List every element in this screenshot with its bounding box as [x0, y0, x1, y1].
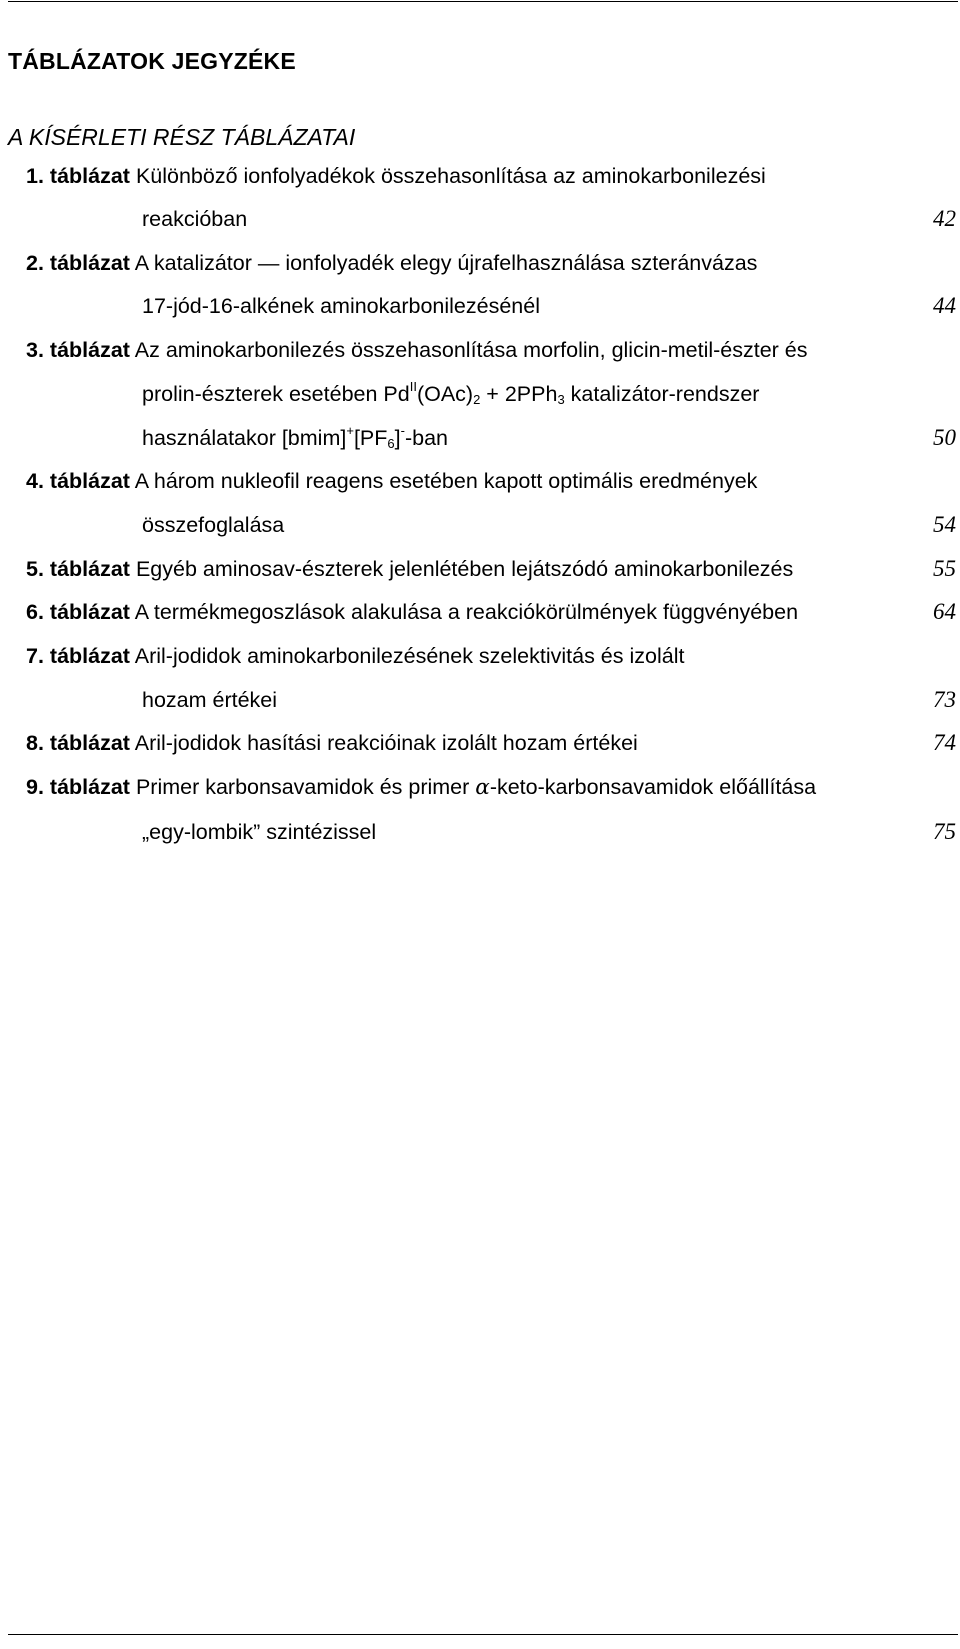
- caption-text: + 2PPh: [480, 382, 558, 406]
- caption-text: katalizátor-rendszer: [564, 382, 760, 406]
- entry-line-1: [26, 556, 793, 582]
- entry-caption-continued: hozam értékei: [142, 688, 278, 712]
- entry-page-number: 50: [933, 425, 956, 450]
- entry-line-1: [26, 730, 638, 756]
- entry-line-1: [26, 599, 798, 625]
- entry-caption: Aril-jodidok aminokarbonilezésének szelektivitás és izolált: [134, 644, 685, 668]
- subscript: 2: [473, 392, 481, 407]
- entry-caption-line-3: [142, 425, 448, 451]
- entry-label: 7. táblázat: [26, 644, 130, 668]
- entry-caption-continued: reakcióban: [142, 207, 248, 231]
- entry-page-number: 74: [933, 730, 956, 755]
- caption-text: -ban: [404, 426, 448, 450]
- entry-page-number: 54: [933, 512, 956, 537]
- entry-label: 5. táblázat: [26, 557, 130, 581]
- entry-label: 6. táblázat: [26, 600, 130, 624]
- entry-page-number: 75: [933, 819, 956, 844]
- entry-label: 2. táblázat: [26, 251, 130, 275]
- entry-caption: Különböző ionfolyadékok összehasonlítása az aminokarbonilezési: [135, 164, 766, 188]
- entry-caption: Primer karbonsavamidok és primer: [135, 775, 476, 799]
- subscript: 6: [387, 436, 395, 451]
- subscript: 3: [557, 392, 565, 407]
- entry-line-1: [26, 643, 684, 669]
- entry-page-number: 64: [933, 599, 956, 624]
- section-heading: A KÍSÉRLETI RÉSZ TÁBLÁZATAI: [8, 124, 356, 150]
- entry-caption-line-2: [142, 381, 759, 407]
- entry-page-number: 73: [933, 687, 956, 712]
- entry-label: 1. táblázat: [26, 164, 130, 188]
- caption-text: prolin-észterek esetében Pd: [142, 382, 410, 406]
- entry-caption-continued: összefoglalása: [142, 513, 285, 537]
- entry-caption: A katalizátor — ionfolyadék elegy újrafelhasználása szteránvázas: [134, 251, 758, 275]
- entry-page-number: 44: [933, 293, 956, 318]
- entry-label: 9. táblázat: [26, 775, 130, 799]
- document-title: TÁBLÁZATOK JEGYZÉKE: [8, 48, 296, 74]
- entry-page-number: 42: [933, 206, 956, 231]
- entry-page-number: 55: [933, 556, 956, 581]
- superscript: +: [346, 423, 354, 438]
- caption-text: ]: [394, 426, 401, 450]
- caption-text: [PF: [353, 426, 388, 450]
- entry-caption: Aril-jodidok hasítási reakcióinak izolált hozam értékei: [134, 731, 638, 755]
- caption-text: használatakor [bmim]: [142, 426, 347, 450]
- entry-line-1: [26, 468, 757, 494]
- caption-text: (OAc): [416, 382, 474, 406]
- entry-caption: A termékmegoszlások alakulása a reakciókörülmények függvényében: [134, 600, 799, 624]
- entry-line-1: [26, 774, 816, 801]
- entry-caption-continued: „egy-lombik” szintézissel: [142, 820, 377, 844]
- entry-caption: Az aminokarbonilezés összehasonlítása morfolin, glicin-metil-észter és: [134, 338, 808, 362]
- entry-line-1: [26, 163, 766, 189]
- entry-caption-continued: 17-jód-16-alkének aminokarbonilezésénél: [142, 294, 540, 318]
- entry-line-1: [26, 250, 757, 276]
- entry-caption: A három nukleofil reagens esetében kapott optimális eredmények: [134, 469, 758, 493]
- top-rule: [8, 1, 958, 2]
- superscript: II: [409, 379, 417, 394]
- entry-caption: -keto-karbonsavamidok előállítása: [489, 775, 817, 799]
- entry-label: 8. táblázat: [26, 731, 130, 755]
- alpha-symbol: α: [475, 775, 490, 800]
- superscript: -: [400, 423, 405, 438]
- bottom-rule: [8, 1634, 958, 1635]
- entry-label: 4. táblázat: [26, 469, 130, 493]
- entry-label: 3. táblázat: [26, 338, 130, 362]
- entry-line-1: [26, 337, 808, 363]
- entry-caption: Egyéb aminosav-észterek jelenlétében lejátszódó aminokarbonilezés: [135, 557, 794, 581]
